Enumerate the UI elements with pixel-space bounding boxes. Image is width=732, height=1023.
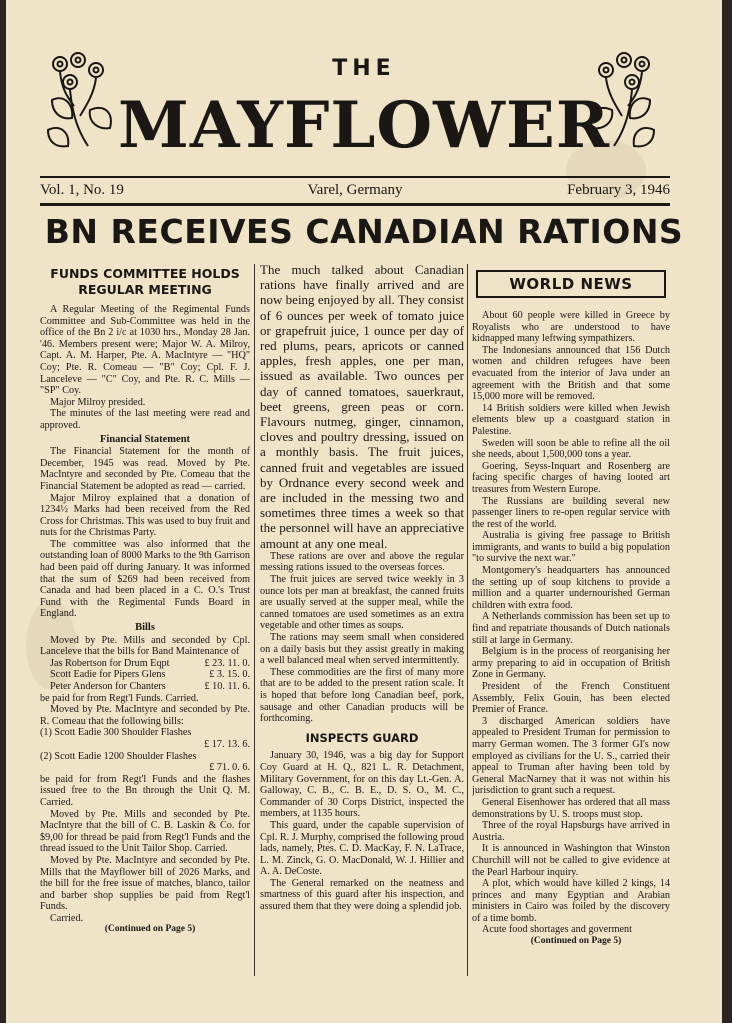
news-item: Goering, Seyss-Inquart and Rosenberg are facing specific charges of having looted art treasures from Western Europe. [472,460,670,495]
bill-amount: £ 3. 15. 0. [209,669,250,681]
paragraph: Moved by Pte. MacIntyre and seconded by Pte. R. Comeau that the following bills: [40,704,250,727]
news-item: Montgomery's headquarters has announced the setting up of soup kitchens to provide a million and a quarter undernourished German children with extra food. [472,565,670,611]
paragraph: A Regular Meeting of the Regimental Funds Committee and Sub-Committee was held in the office of the Bn 2 i/c at 1030 hrs., Monday 28 Jan. '46. Members present were; Major W. A. Milroy, Capt. A. M. Harper, Pte. A. MacIntyre — "HQ" Coy; Pte. R. Comeau — "B" Coy; Cpl. F. J. Lanceleve — "C" Coy, and Pte. R. C. Mills — "SP" Coy. [40,304,250,397]
lead-paragraph: The much talked about Canadian rations have finally arrived and are now being enjoyed by all. They consist of 6 ounces per week of tomato juice or grapefruit juice, 1 ounce per day of red plums, pears, apricots or canned apples, fresh apples, one per man, issued as available. Two ounces per day of canned tomatoes, sauerkraut, beet greens, green peas or corn. Flavours nutmeg, ginger, cinnamon, cloves and poultry dressing, issued on a monthly basis. The fruit juices, canned fruit and vegetables are issued by Ordnance every second week and are included in the messing two and sometimes three times a week so that the personnel will have an appreciative amount at any one meal. [260,262,464,551]
article-heading: INSPECTS GUARD [305,730,419,745]
volume-number: Vol. 1, No. 19 [40,182,124,198]
bill-line [40,669,250,681]
paragraph: The committee was also informed that the outstanding loan of 8000 Marks to the 9th Garrison had been paid off during January. It was informed that the sum of $269 had been received from Canada and had been placed in a C. O.'s Trust Fund with the Regimental Funds Board in England. [40,538,250,620]
subheading: Financial Statement [99,433,191,445]
rations-article [260,262,464,993]
news-item: It is announced in Washington that Winston Churchill will not be called to give evidence at the Pearl Harbour inquiry. [472,843,670,878]
news-item: Australia is giving free passage to British immigrants, and wants to build a big population "to survive the next war." [472,530,670,565]
paragraph: Moved by Pte. MacIntyre and seconded by Pte. Mills that the Mayflower bill of 2026 Marks, and the bill for the free issue of matches, blanco, tailor and barber shop supplies be paid from Regt'l Funds. [40,854,250,913]
bill-label: Scott Eadie for Pipers Glens [50,669,166,681]
bill-label: Jas Robertson for Drum Eqpt [50,657,170,669]
paragraph: Carried. [50,912,84,924]
issue-date: February 3, 1946 [567,182,670,198]
paragraph: This guard, under the capable supervision of Cpl. R. J. Murphy, comprised the following proud lads, namely, Ptes. C. D. MacKay, F. N. LaTrace, L. M. Zinck, G. O. MacDonald, W. J. Hillier and A. A. DeCoste. [260,819,464,878]
bill-label: (2) Scott Eadie 1200 Shoulder Flashes [40,750,197,762]
news-item: Sweden will soon be able to refine all the oil she needs, about 1,500,000 tons a year. [472,437,670,461]
news-item: The Indonesians announced that 156 Dutch women and children refugees have been evacuated from the interior of Java under an agreement with the British and that some 15,000 more will be removed. [472,344,670,403]
article-heading: FUNDS COMMITTEE HOLDS REGULAR MEETING [50,266,240,297]
divider-bottom [40,203,670,206]
paragraph: The rations may seem small when considered on a daily basis but they assist greatly in making a well balanced meal when served intermittently. [260,632,464,667]
news-item: The Russians are building several new passenger liners to re-open regular service with the rest of the world. [472,495,670,530]
bill-amount: £ 71. 0. 6. [209,762,250,774]
bill-label: Peter Anderson for Chanters [50,681,166,692]
bill-line [40,681,250,693]
paragraph: Moved by Pte. Mills and seconded by Cpl. Lanceleve that the bills for Band Maintenance of [40,634,250,658]
continued-note: (Continued on Page 5) [104,924,196,935]
paragraph: Moved by Pte. Mills and seconded by Pte. MacIntyre that the bill of C. B. Laskin & Co. for $9,00 for thread be paid from Regt'l Funds and the thread issued to the Unit Tailor Shop. Carried. [40,808,250,855]
news-item: Belgium is in the process of reorganising her army preparing to aid in occupation of British Zone in Germany. [472,646,670,681]
paragraph: be paid for from Regt'l Funds and the flashes issued free to the Bn through the Unit Q. M. Carried. [40,773,250,808]
news-item: General Eisenhower has ordered that all mass demonstrations by U. S. troops must stop. [472,796,670,820]
paragraph: be paid for from Regt'l Funds. Carried. [40,692,199,704]
paragraph: The General remarked on the neatness and smartness of this guard after his inspection, and assured them that they were doing a splendid job. [260,877,464,913]
world-news-heading: WORLD NEWS [476,270,666,298]
news-item: 3 discharged American soldiers have appealed to President Truman for permission to marry German women. The 3 former GI's now employed as civilians for the U. S., carried their appeal to Truman after having been told by General MacNarney that it was not within his jurisdiction to grant such a request. [472,715,670,797]
paragraph: Major Milroy explained that a donation of 1234½ Marks had been received from the Red Cross for Christmas. This was used to buy fruit and nuts for the Christmas Party. [40,492,250,539]
subheading: Bills [135,622,155,634]
news-item: A Netherlands commission has been set up to find and repatriate thousands of Dutch nationals still at large in Germany. [472,611,670,646]
continued-note: (Continued on Page 5) [530,936,622,947]
bill-amount: £ 10. 11. 6. [204,681,250,692]
news-item: About 60 people were killed in Greece by Royalists who are understood to have kidnapped many leftwing sympathizers. [472,310,670,345]
bill-amount: £ 23. 11. 0. [204,657,250,669]
news-item: A plot, which would have killed 2 kings, 14 princes and many Egyptian and Arabian ministers in Cairo was foiled by the discovery of a time bomb. [472,878,670,924]
column-divider [467,264,468,976]
paragraph: These rations are over and above the regular messing rations issued to the overseas forces. [260,550,464,574]
paragraph: The fruit juices are served twice weekly in 3 ounce lots per man at breakfast, the canned fruits are usually served at the supper meal, while the canned tomatoes are used sometimes as an extra vegetable and other times as soups. [260,574,464,632]
masthead [6,0,722,198]
newspaper-title: MAYFLOWER [117,88,611,163]
funds-committee-article [40,262,250,993]
lead-story [260,262,464,551]
paragraph: The minutes of the last meeting were read and approved. [40,408,250,431]
paragraph: January 30, 1946, was a big day for Support Coy Guard at H. Q., 821 L. R. Detachment, Military Government, for on this day Lt.-Gen. A. Galloway, C. B., C. B. E., D. S. O., M. C., Commander of 30 Corps District, inspected the members, at 1135 hours. [260,750,464,820]
world-news-article [472,262,670,993]
paragraph: These commodities are the first of many more that are to be added to the present ration scale. It is hoped that before long Canadian beef, pork, sausage and other Canadian products will be forthcoming. [260,666,464,725]
place-line: Varel, Germany [307,182,403,198]
news-item: 14 British soldiers were killed when Jewish elements blew up a coastguard station in Palestine. [472,402,670,437]
paragraph: Major Milroy presided. [50,396,146,408]
title-article: THE [332,56,396,81]
bill-label: (1) Scott Eadie 300 Shoulder Flashes [40,727,192,739]
news-item: Three of the royal Hapsburgs have arrived in Austria. [472,820,670,843]
world-news-list [472,310,670,936]
bill-amount: £ 17. 13. 6. [204,738,250,750]
bill-line [40,658,250,670]
news-item: President of the French Constituent Assembly, Felix Gouin, has been elected Premier of France. [472,681,670,716]
news-item: Acute food shortages and goverment [482,924,632,936]
newspaper-page [6,0,722,1023]
divider-top [40,176,670,178]
main-headline: BN RECEIVES CANADIAN RATIONS [44,212,684,251]
dateline [40,180,670,202]
column-divider [254,264,255,976]
paragraph: The Financial Statement for the month of December, 1945 was read. Moved by Pte. MacIntyre and seconded by Pte. Comeau that the Financial Statement be adopted as read — carried. [40,446,250,492]
